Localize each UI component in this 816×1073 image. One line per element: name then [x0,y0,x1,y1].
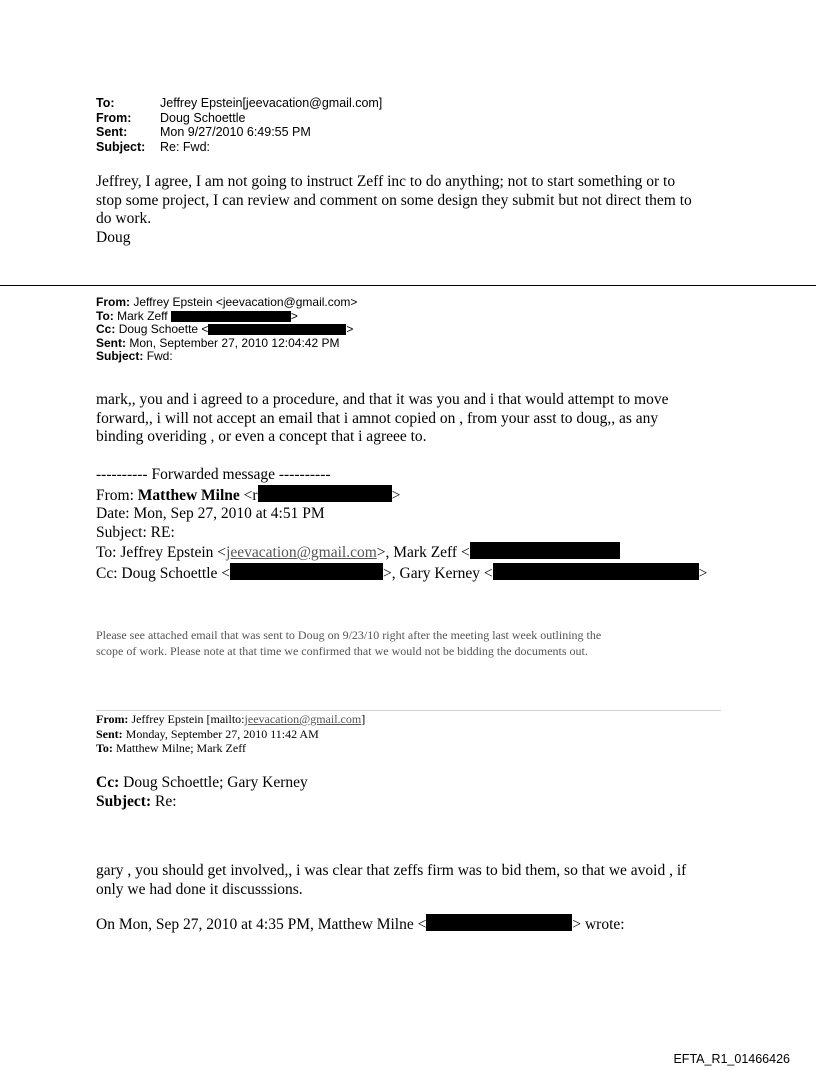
fwd-from-close: > [391,486,401,504]
body-line: Jeffrey, I agree, I am not going to instruct Zeff inc to do anything; not to start something or to [96,173,676,190]
forward-divider: ---------- Forwarded message ---------- [96,466,331,483]
fwd-cc-prefix: Cc: Doug Schoettle < [96,564,231,582]
cc-label: Cc: [96,322,116,336]
redaction [230,563,383,580]
to-close: > [290,308,298,323]
email3-body [96,862,726,899]
email2-body [96,391,726,447]
sent-value: Monday, September 27, 2010 11:42 AM [122,726,319,741]
fwd-to [96,542,736,563]
email2-header [96,296,357,364]
subject-value: Re: [151,792,177,810]
fwd-from-open: < [239,486,253,504]
to-label: To: [96,741,113,755]
quote-attribution [96,914,625,935]
sent-value: Mon 9/27/2010 6:49:55 PM [160,125,311,139]
fwd-date: Date: Mon, Sep 27, 2010 at 4:51 PM [96,505,325,522]
fwd-from-name: Matthew Milne [137,486,240,504]
from-label: From: [96,295,130,309]
cc-close: > [346,322,354,336]
cc-label: Cc: [96,774,120,791]
sent-value: Mon, September 27, 2010 12:04:42 PM [129,335,340,350]
body-line: binding overiding , or even a concept that i agreee to. [96,428,427,445]
wrote-prefix: On Mon, Sep 27, 2010 at 4:35 PM, Matthew Milne < [96,916,427,933]
document-id: EFTA_R1_01466426 [673,1052,790,1066]
redaction [258,485,392,502]
to-value: Mark Zeff [117,308,168,323]
cc-value: Doug Schoette < [118,322,209,336]
redaction [426,914,572,931]
to-value: Jeffrey Epstein[jeevacation@gmail.com] [160,96,383,110]
milne-note [96,628,736,659]
fwd-cc [96,563,736,584]
fwd-from-partial: r [252,486,258,504]
cc-value: Doug Schoettle; Gary Kerney [119,774,308,791]
redaction [493,563,699,580]
body-line: do work. [96,210,152,227]
body-line: stop some project, I can review and comment on some design they submit but not direct them to [96,191,692,209]
note-line: Please see attached email that was sent to Doug on 9/23/10 right after the meeting last week outlining the [96,628,602,642]
subject-value: Fwd: [146,349,173,363]
email3-cc-subject [96,774,308,811]
redaction [171,311,291,322]
forwarded-message [96,466,736,583]
to-label: To: [96,308,114,323]
fwd-subject: Subject: RE: [96,523,175,541]
fwd-to-mid: >, Mark Zeff < [376,544,470,561]
body-line: forward,, i will not accept an email that i amnot copied on , from your asst to doug,, as any [96,409,659,427]
sent-label: Sent: [96,726,123,741]
from-close: ] [361,712,366,726]
from-value: Jeffrey Epstein [mailto: [128,712,245,726]
body-line: gary , you should get involved,, i was clear that zeffs firm was to bid them, so that we avoid , if [96,862,687,879]
body-line: only we had done it discusssions. [96,880,303,898]
email3-header [96,712,365,756]
wrote-suffix: > wrote: [572,916,625,933]
redaction [208,324,346,335]
thin-divider [96,710,721,711]
body-line: mark,, you and i agreed to a procedure, and that it was you and i that would attempt to move [96,391,669,408]
fwd-cc-mid: >, Gary Kerney < [383,564,493,582]
sent-label: Sent: [96,335,126,350]
divider-rule [0,285,816,286]
from-value: Doug Schoettle [160,110,246,125]
sent-label: Sent: [96,125,128,139]
from-value: Jeffrey Epstein <jeevacation@gmail.com> [133,295,358,309]
fwd-from-prefix: From: [96,486,138,504]
subject-value: Re: Fwd: [160,139,211,154]
email-link[interactable]: jeevacation@gmail.com [244,712,362,726]
email1-header [96,96,382,154]
from-label: From: [96,712,129,726]
note-line: scope of work. Please note at that time we confirmed that we would not be bidding the documents out. [96,643,588,658]
to-label: To: [96,96,115,110]
signature: Doug [96,228,131,246]
redaction [470,542,620,559]
fwd-from [96,485,736,506]
email1-body [96,173,726,247]
email-link[interactable]: jeevacation@gmail.com [226,544,377,561]
from-label: From: [96,110,132,125]
fwd-cc-close: > [698,564,708,582]
fwd-to-prefix: To: Jeffrey Epstein < [96,544,227,561]
subject-label: Subject: [96,349,144,363]
subject-label: Subject: [96,139,146,154]
to-value: Matthew Milne; Mark Zeff [112,741,246,755]
subject-label: Subject: [96,792,152,810]
